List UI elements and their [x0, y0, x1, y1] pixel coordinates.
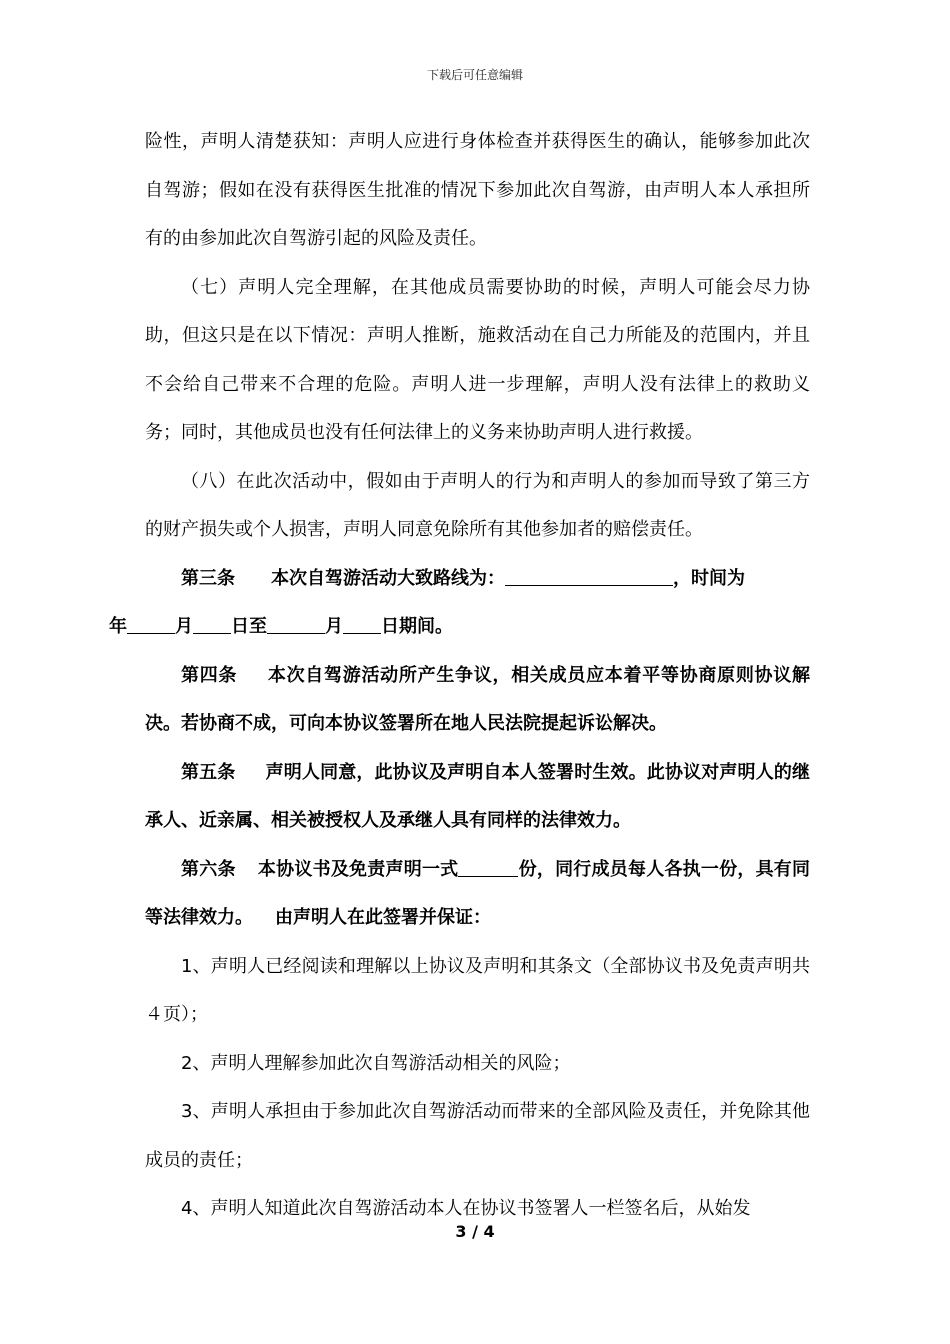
article-6-text-a: 本协议书及免责声明一式	[257, 858, 459, 880]
month2-blank[interactable]	[267, 613, 325, 634]
article-5	[145, 749, 810, 846]
article-6-label: 第六条	[181, 858, 236, 880]
month1-blank[interactable]	[127, 613, 175, 634]
article-5-label: 第五条	[181, 761, 236, 783]
month2-text: 月	[325, 616, 343, 637]
paragraph-risk-continued: 险性，声明人清楚获知：声明人应进行身体检查并获得医生的确认，能够参加此次自驾游；假如在没有获得医生批准的情况下参加此次自驾游，由声明人本人承担所有的由参加此次自驾游引起的风险及责任。	[145, 131, 810, 249]
article-5-text: 声明人同意，此协议及声明自本人签署时生效。此协议对声明人的继承人、近亲属、相关被授权人及承继人具有同样的法律效力。	[145, 761, 811, 831]
year-text: 年	[109, 616, 127, 637]
document-body	[109, 118, 811, 1234]
article-3-route-text: 本次自驾游活动大致路线为：	[271, 567, 505, 589]
guarantee-item-3: 3、声明人承担由于参加此次自驾游活动而带来的全部风险及责任，并免除其他成员的责任；	[145, 1101, 810, 1171]
guarantee-item-2: 2、声明人理解参加此次自驾游活动相关的风险；	[181, 1052, 571, 1074]
paragraph-clause-8: （八）在此次活动中，假如由于声明人的行为和声明人的参加而导致了第三方的财产损失或个人损害，声明人同意免除所有其他参加者的赔偿责任。	[145, 470, 810, 540]
day1-text: 日至	[231, 616, 267, 637]
page-number: 3 / 4	[455, 1222, 495, 1241]
article-4-label: 第四条	[181, 664, 238, 686]
guarantee-item-1: 1、声明人已经阅读和理解以上协议及声明和其条文（全部协议书及免责声明共４页）；	[145, 955, 810, 1025]
article-4	[145, 652, 810, 749]
day1-blank[interactable]	[193, 613, 231, 634]
route-blank[interactable]	[505, 565, 673, 586]
day2-blank[interactable]	[343, 613, 381, 634]
article-3-label: 第三条	[181, 567, 235, 589]
article-6	[145, 846, 810, 943]
article-3	[109, 555, 810, 652]
copies-blank[interactable]	[458, 856, 518, 877]
guarantee-item-4: 4、声明人知道此次自驾游活动本人在协议书签署人一栏签名后，从始发	[181, 1198, 751, 1219]
day2-text: 日期间。	[381, 616, 453, 637]
article-6-text-b: 份，同行成员每人各执一份，具有同等法律效力。	[145, 858, 811, 928]
article-3-time-text: ，时间为	[673, 567, 745, 589]
paragraph-clause-7: （七）声明人完全理解，在其他成员需要协助的时候，声明人可能会尽力协助，但这只是在以下情况：声明人推断，施救活动在自己力所能及的范围内，并且不会给自己带来不合理的危险。声明人进一步理解，声明人没有法律上的救助义务；同时，其他成员也没有任何法律上的义务来协助声明人进行救援。	[145, 276, 810, 443]
article-4-text: 本次自驾游活动所产生争议，相关成员应本着平等协商原则协议解决。若协商不成，可向本协议签署所在地人民法院提起诉讼解决。	[145, 664, 810, 734]
month1-text: 月	[175, 616, 193, 637]
article-6-text-c: 由声明人在此签署并保证：	[275, 907, 491, 928]
page-header: 下载后可任意编辑	[426, 68, 523, 82]
